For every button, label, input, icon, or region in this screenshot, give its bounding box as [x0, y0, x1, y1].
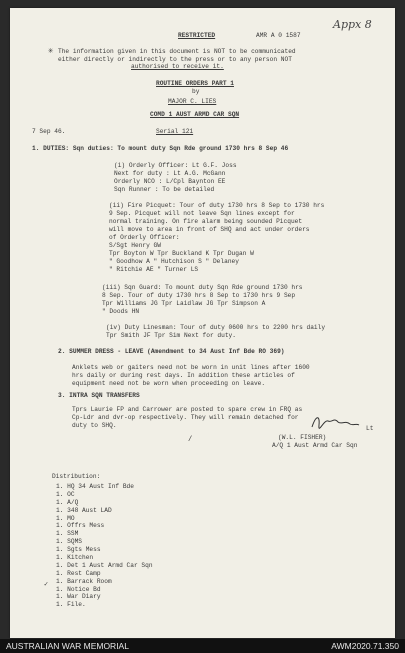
notice-line-3: authorised to receive it.	[131, 63, 224, 70]
text-line: (i) Orderly Officer: Lt G.F. Joss	[114, 162, 237, 169]
handwritten-annotation: Appx 8	[333, 18, 372, 31]
text-line: hrs daily or during rest days. In addition these articles of	[72, 372, 295, 379]
list-item: 1. Det 1 Aust Armd Car Sqn	[56, 561, 153, 569]
text-line: duty to SHQ.	[72, 422, 117, 429]
section-2-heading: 2. SUMMER DRESS - LEAVE (Amendment to 34 Aust Inf Bde RO 369)	[58, 348, 285, 355]
signatory-name: (W.L. FISHER)	[278, 434, 327, 441]
serial-number: Serial 121	[156, 128, 194, 135]
signatory-title: A/Q 1 Aust Armd Car Sqn	[272, 442, 358, 449]
text-line: normal training. On fire alarm being sounded Picquet	[109, 218, 303, 225]
text-line: Sqn Runner : To be detailed	[114, 186, 215, 193]
list-item: 1. MO	[56, 514, 75, 522]
text-line: 8 Sep. Tour of duty 1730 hrs 8 Sep to 1730 hrs 9 Sep	[102, 292, 296, 299]
pen-mark: /	[188, 436, 193, 444]
list-item: 1. Barrack Room	[56, 577, 112, 585]
list-item: 1. OC	[56, 490, 75, 498]
unit-name: COMD 1 AUST ARMD CAR SQN	[150, 111, 240, 118]
notice-line-1: The information given in this document is NOT to be communicated	[58, 48, 296, 55]
issuing-officer: MAJOR C. LIES	[168, 98, 217, 105]
order-date: 7 Sep 46.	[32, 128, 66, 135]
text-line: Tprs Laurie FP and Carrower are posted to spare crew in FRQ as	[72, 406, 303, 413]
text-line: of Orderly Officer:	[109, 234, 180, 241]
star-icon: ✳	[48, 46, 54, 56]
text-line: Next for duty : Lt A.G. McGann	[114, 170, 226, 177]
text-line: Tpr Smith JF Tpr Sim Next for duty.	[106, 332, 236, 339]
list-item: 1. War Diary	[56, 593, 101, 601]
text-line: Anklets web or gaiters need not be worn in unit lines after 1600	[72, 364, 310, 371]
list-item: 1. A/Q	[56, 498, 79, 506]
text-line: (ii) Fire Picquet: Tour of duty 1730 hrs 8 Sep to 1730 hrs	[109, 202, 325, 209]
text-line: " Doods HN	[102, 308, 140, 315]
text-line: Tpr Williams JG Tpr Laidlaw JG Tpr Simpson A	[102, 300, 266, 307]
list-item: 1. Rest Camp	[56, 569, 101, 577]
text-line: Tpr Boyton W Tpr Buckland K Tpr Dugan W	[109, 250, 254, 257]
list-item: 1. 348 Aust LAD	[56, 506, 112, 514]
amr-reference: AMR A 0 1587	[256, 32, 301, 39]
list-item: 1. File.	[56, 601, 86, 609]
list-item: 1. SQMS	[56, 538, 82, 546]
list-item: 1. Kitchen	[56, 554, 94, 562]
signature-icon	[310, 413, 360, 431]
text-line: " Goodhow A " Hutchison S " Delaney	[109, 258, 239, 265]
by-line: by	[192, 88, 200, 95]
list-item: 1. Sgts Mess	[56, 546, 101, 554]
footer-accession-number: AWM2020.71.350	[331, 641, 399, 651]
text-line: (iii) Sqn Guard: To mount duty Sqn Rde ground 1730 hrs	[102, 284, 303, 291]
text-line: Orderly NCO : L/Cpl Baynton EE	[114, 178, 226, 185]
text-line: Cp-Ldr and dvr-op respectively. They will remain detached for	[72, 414, 299, 421]
document-title: ROUTINE ORDERS PART 1	[156, 80, 234, 87]
list-item: 1. SSM	[56, 530, 79, 538]
distribution-heading: Distribution:	[52, 473, 101, 480]
text-line: will move to area in front of SHQ and act under orders	[109, 226, 310, 233]
restricted-heading: RESTRICTED	[178, 32, 216, 39]
list-item: 1. Notice Bd	[56, 585, 101, 593]
signature-rank: Lt	[366, 425, 374, 432]
tick-mark-icon: ✓	[44, 581, 49, 589]
text-line: equipment need not be worn when proceeding on leave.	[72, 380, 266, 387]
section-1-heading: 1. DUTIES: Sqn duties: To mount duty Sqn Rde ground 1730 hrs 8 Sep 46	[32, 145, 289, 152]
text-line: (iv) Duty Linesman: Tour of duty 0600 hrs to 2200 hrs daily	[106, 324, 326, 331]
list-item: 1. Offrs Mess	[56, 522, 105, 530]
distribution-list	[56, 483, 153, 609]
archive-footer	[0, 639, 405, 653]
text-line: 9 Sep. Picquet will not leave Sqn lines except for	[109, 210, 295, 217]
list-item: 1. HQ 34 Aust Inf Bde	[56, 483, 134, 490]
section-3-heading: 3. INTRA SQN TRANSFERS	[58, 392, 140, 399]
text-line: S/Sgt Henry GW	[109, 242, 161, 249]
notice-line-2: either directly or indirectly to the press or to any person NOT	[58, 55, 292, 63]
footer-institution: AUSTRALIAN WAR MEMORIAL	[6, 641, 129, 651]
document-page	[10, 8, 395, 638]
text-line: " Ritchie AE " Turner LS	[109, 266, 199, 273]
